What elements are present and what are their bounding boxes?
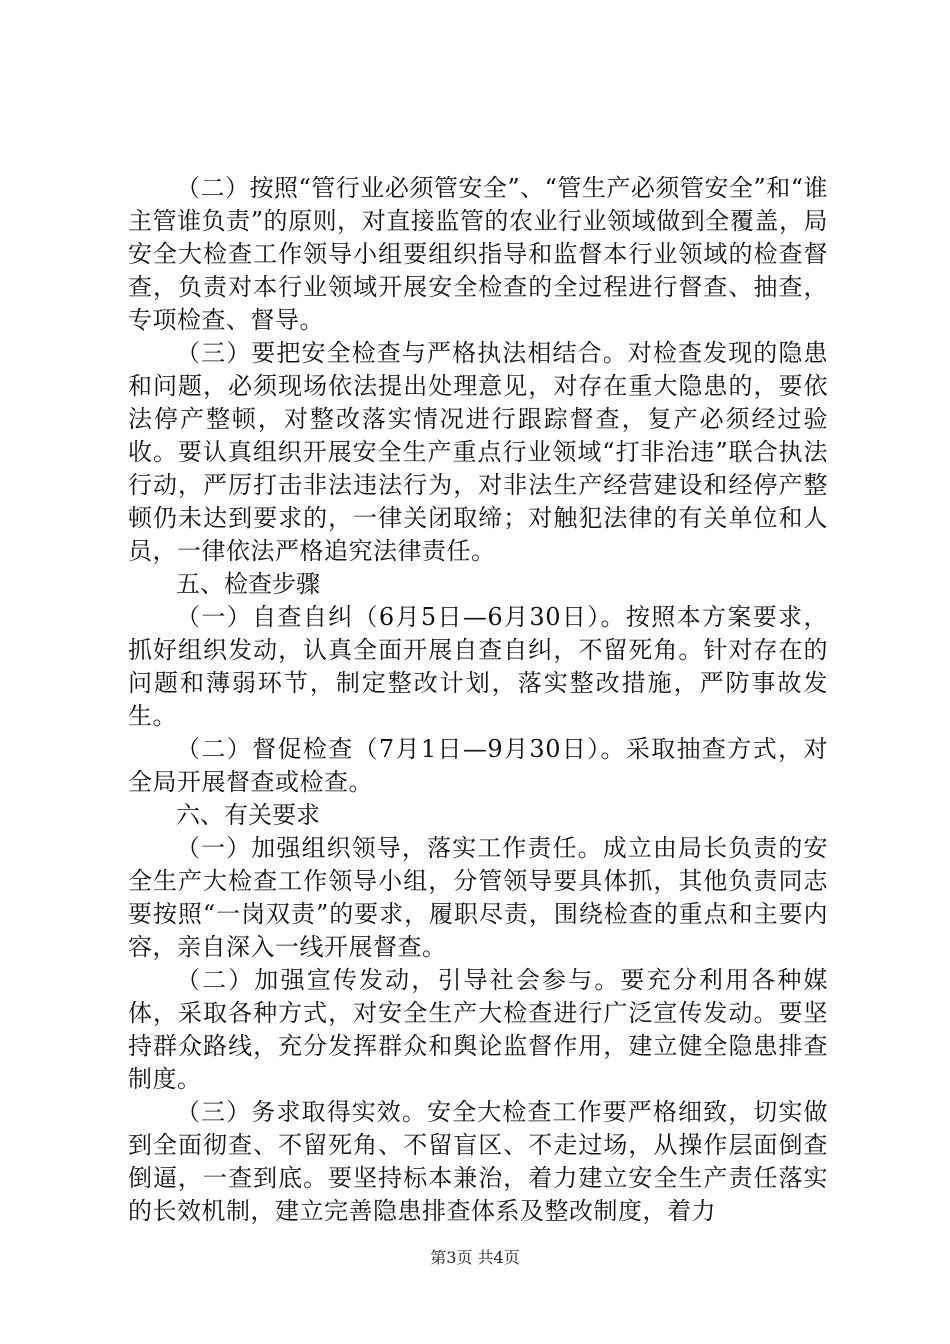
document-body	[128, 172, 828, 1228]
paragraph-supervision-coverage: （二）按照“管行业必须管安全”、“管生产必须管安全”和“谁主管谁负责”的原则，对直接监管的农业行业领域做到全覆盖，局安全大检查工作领导小组要组织指导和监督本行业领域的检查督查，负责对本行业领域开展安全检查的全过程进行督查、抽查，专项检查、督导。	[128, 174, 828, 334]
paragraph-supervised-inspection: （二）督促检查（7月1日—9月30日）。采取抽查方式，对全局开展督查或检查。	[128, 735, 828, 796]
paragraph-organization-leadership: （一）加强组织领导，落实工作责任。成立由局长负责的安全生产大检查工作领导小组，分管领导要具体抓，其他负责同志要按照“一岗双责”的要求，履职尽责，围绕检查的重点和主要内容，亲自深入一线开展督查。	[128, 834, 828, 961]
section-heading-inspection-steps: 五、检查步骤	[176, 570, 320, 598]
page-number-footer: 第3页 共4页	[430, 1248, 520, 1267]
paragraph-publicity: （二）加强宣传发动，引导社会参与。要充分利用各种媒体，采取各种方式，对安全生产大检查进行广泛宣传发动。要坚持群众路线，充分发挥群众和舆论监督作用，建立健全隐患排查制度。	[128, 966, 828, 1093]
section-heading-requirements: 六、有关要求	[176, 801, 320, 829]
paragraph-self-inspection: （一）自查自纠（6月5日—6月30日）。按照本方案要求，抓好组织发动，认真全面开展自查自纠，不留死角。针对存在的问题和薄弱环节，制定整改计划，落实整改措施，严防事故发生。	[128, 603, 828, 730]
paragraph-inspection-enforcement: （三）要把安全检查与严格执法相结合。对检查发现的隐患和问题，必须现场依法提出处理意见，对存在重大隐患的，要依法停产整顿，对整改落实情况进行跟踪督查，复产必须经过验收。要认真组织开展安全生产重点行业领域“打非治违”联合执法行动，严厉打击非法违法行为，对非法生产经营建设和经停产整顿仍未达到要求的，一律关闭取缔；对触犯法律的有关单位和人员，一律依法严格追究法律责任。	[128, 339, 828, 565]
paragraph-effectiveness: （三）务求取得实效。安全大检查工作要严格细致，切实做到全面彻查、不留死角、不留盲区、不走过场，从操作层面倒查倒逼，一查到底。要坚持标本兼治，着力建立安全生产责任落实的长效机制，建立完善隐患排查体系及整改制度，着力	[128, 1098, 828, 1225]
